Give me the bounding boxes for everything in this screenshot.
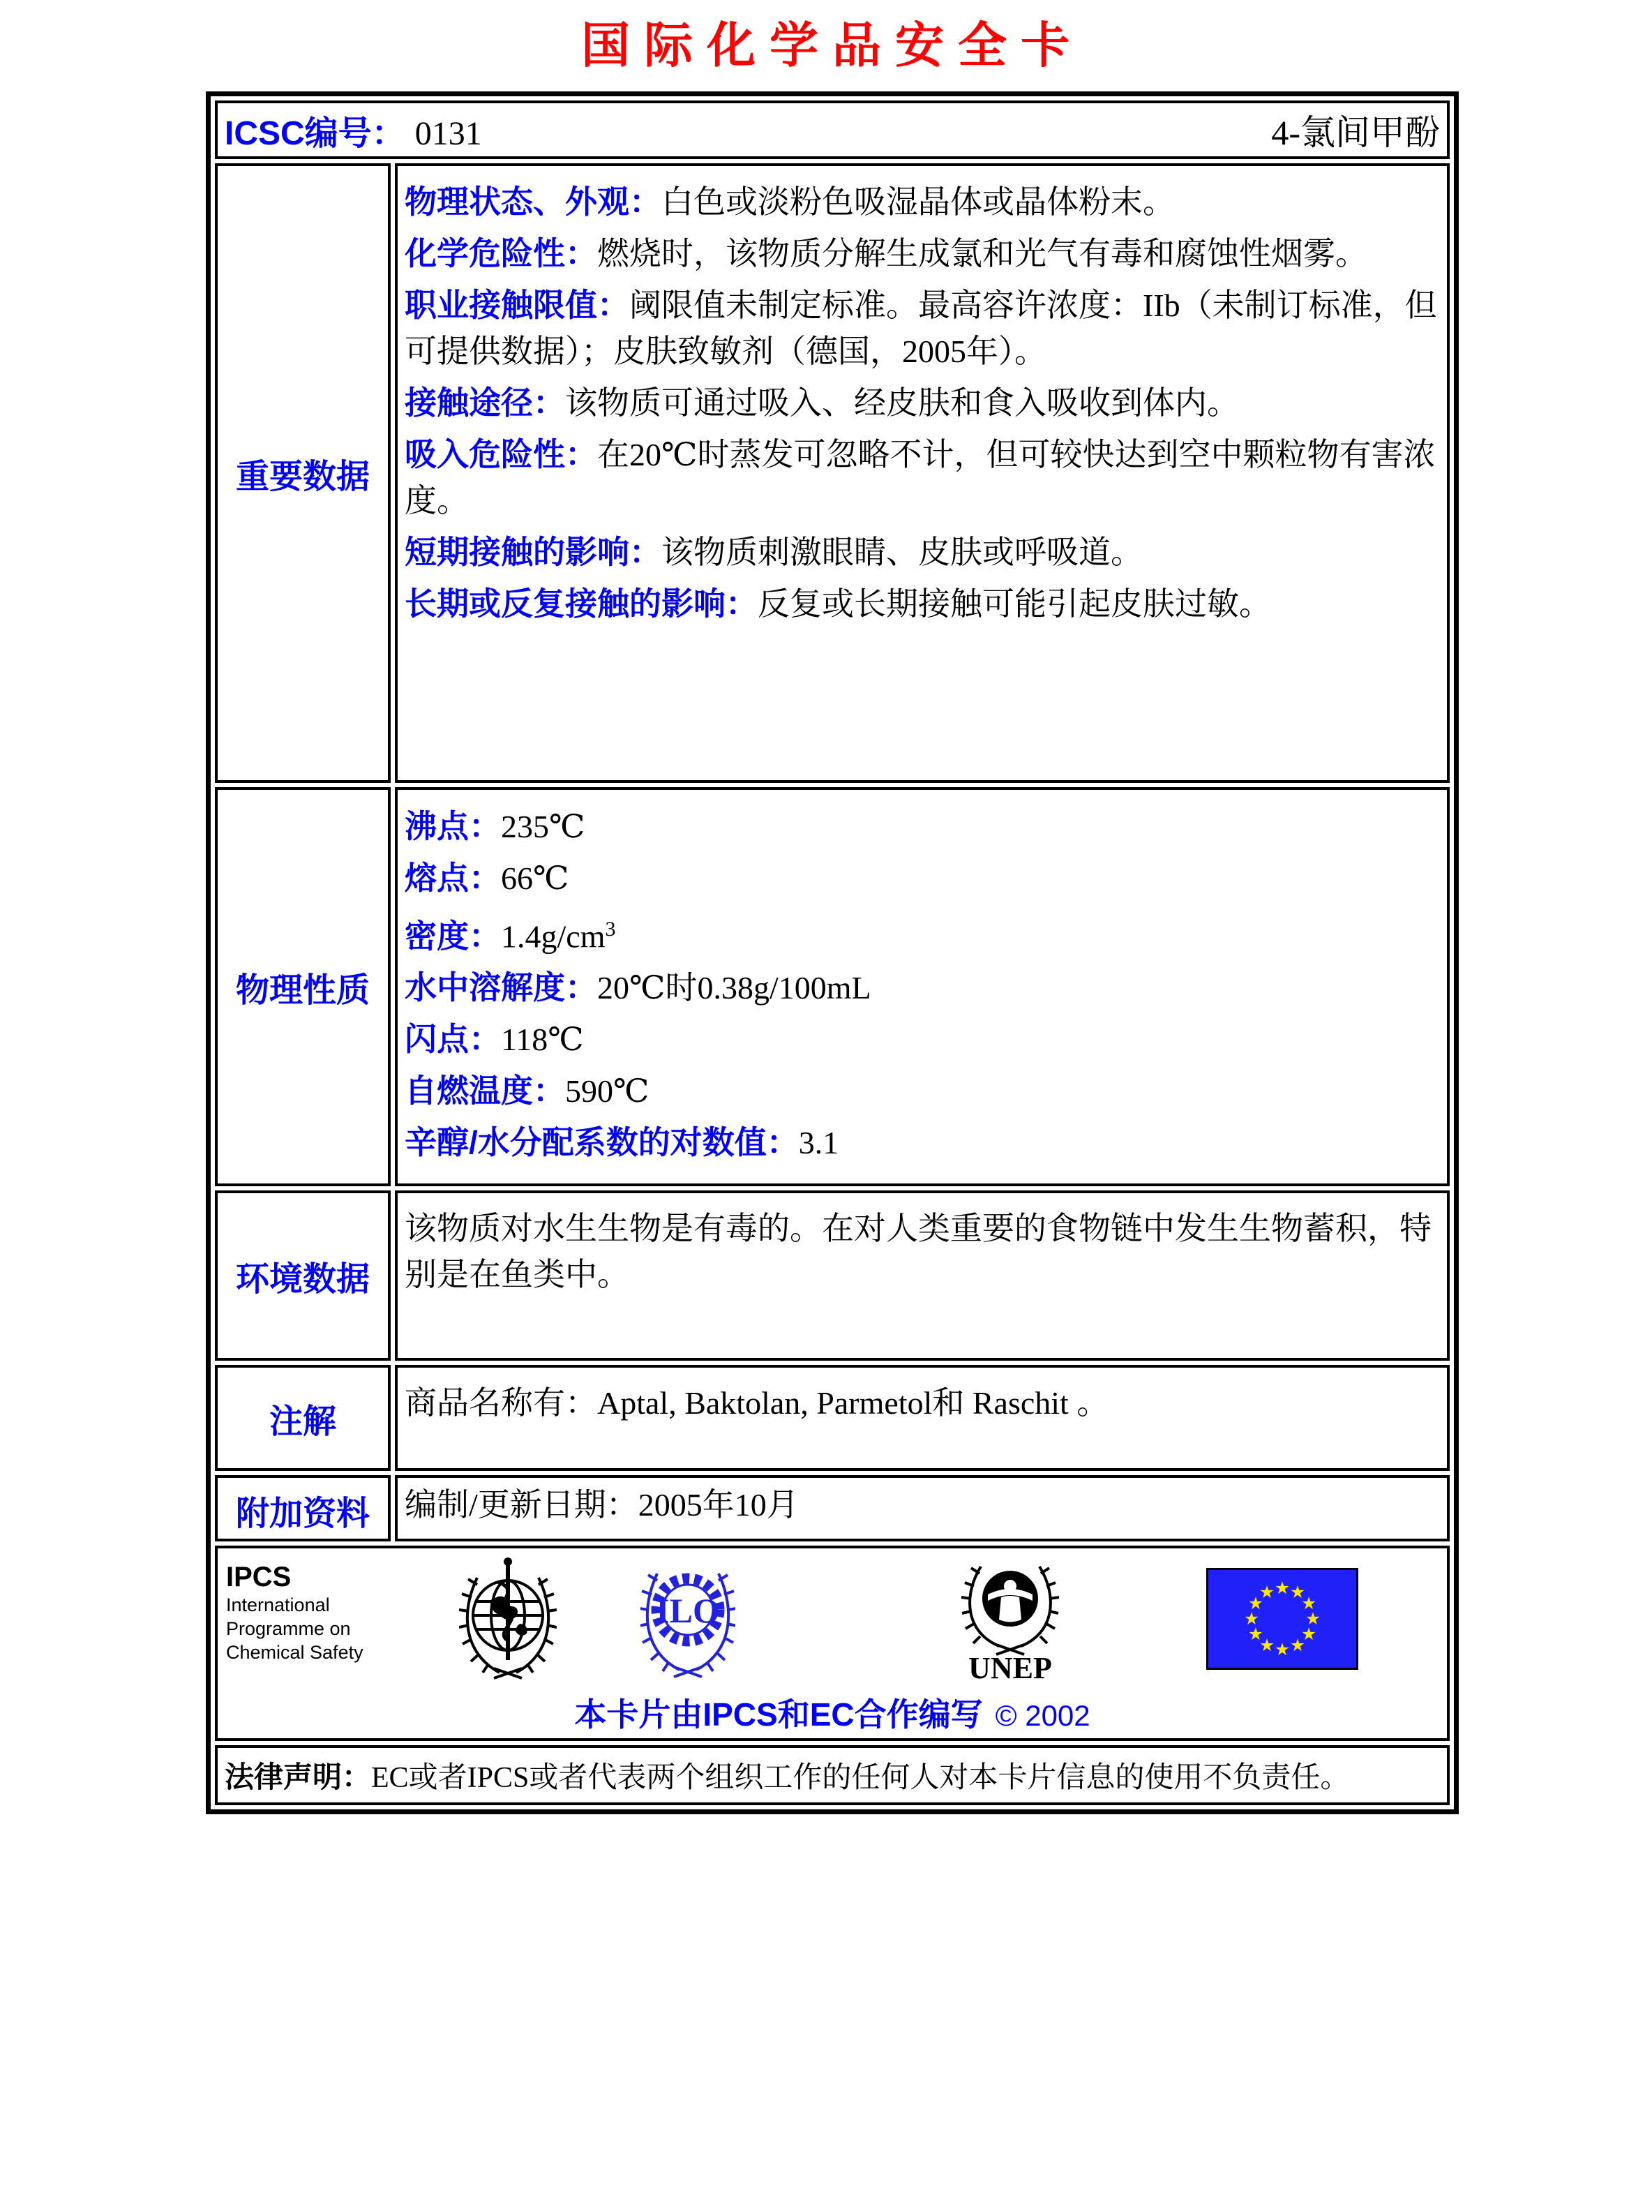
item-label: 物理状态、外观： xyxy=(405,184,661,220)
section-content-notes xyxy=(395,1365,1450,1471)
physical-item xyxy=(405,1015,1440,1063)
additional-text: 编制/更新日期：2005年10月 xyxy=(405,1487,799,1523)
physical-item xyxy=(405,802,1440,851)
legal-label: 法律声明： xyxy=(225,1761,372,1793)
header-flex xyxy=(218,105,1447,155)
footer-copyright: © 2002 xyxy=(995,1699,1090,1732)
legal-paragraph xyxy=(225,1754,1440,1796)
item-label: 辛醇/水分配系数的对数值： xyxy=(405,1124,799,1161)
density-superscript: 3 xyxy=(605,918,616,941)
item-text: 66℃ xyxy=(501,860,569,896)
environment-text: 该物质对水生生物是有毒的。在对人类重要的食物链中发生生物蓄积，特别是在鱼类中。 xyxy=(405,1211,1432,1292)
item-label: 水中溶解度： xyxy=(405,969,597,1006)
item-label: 职业接触限值： xyxy=(405,287,629,323)
unep-letters: UNEP xyxy=(968,1651,1052,1685)
header-row xyxy=(215,100,1450,159)
section-content-additional xyxy=(395,1475,1450,1541)
ipcs-line: International xyxy=(226,1594,330,1615)
who-logo-icon xyxy=(459,1554,557,1688)
section-content-environment xyxy=(395,1190,1450,1361)
section-label-environment: 环境数据 xyxy=(215,1190,391,1361)
item-text: 燃烧时，该物质分解生成氯和光气有毒和腐蚀性烟雾。 xyxy=(597,236,1367,271)
eu-flag-icon xyxy=(1206,1568,1358,1670)
chemical-name: 4-氯间甲酚 xyxy=(1271,113,1440,152)
section-content-important xyxy=(395,163,1450,783)
physical-item xyxy=(405,906,1440,960)
item-text: 235℃ xyxy=(501,809,585,844)
item-text: 1.4g/cm xyxy=(501,918,606,955)
item-label: 吸入危险性： xyxy=(405,436,597,472)
item-text: 118℃ xyxy=(501,1022,584,1058)
important-item xyxy=(405,179,1440,225)
physical-item xyxy=(405,964,1440,1012)
item-label: 长期或反复接触的影响： xyxy=(405,585,758,622)
section-label-physical: 物理性质 xyxy=(215,787,391,1186)
item-label: 接触途径： xyxy=(405,384,565,421)
item-label: 密度： xyxy=(405,918,501,955)
important-item xyxy=(405,529,1440,576)
important-item xyxy=(405,282,1440,375)
important-item xyxy=(405,380,1440,426)
section-label-notes: 注解 xyxy=(215,1365,391,1471)
footer-caption xyxy=(218,1689,1447,1735)
icsc-number-group xyxy=(225,106,482,154)
item-label: 熔点： xyxy=(405,860,501,896)
item-label: 短期接触的影响： xyxy=(405,534,661,570)
footer-caption-text: 本卡片由IPCS和EC合作编写 xyxy=(574,1696,983,1733)
item-text: 3.1 xyxy=(798,1125,839,1161)
page-title: 国际化学品安全卡 xyxy=(581,16,1083,74)
physical-item xyxy=(405,1119,1440,1167)
section-content-physical xyxy=(395,787,1450,1186)
legal-text: EC或者IPCS或者代表两个组织工作的任何人对本卡片信息的使用不负责任。 xyxy=(371,1762,1350,1794)
ipcs-line: Programme on xyxy=(226,1618,351,1639)
important-item xyxy=(405,230,1440,277)
item-text: 白色或淡粉色吸湿晶体或晶体粉末。 xyxy=(661,184,1175,220)
important-item xyxy=(405,581,1440,627)
item-label: 自燃温度： xyxy=(405,1073,565,1109)
unep-logo-icon xyxy=(957,1554,1063,1685)
legal-row xyxy=(215,1745,1450,1805)
item-text: 在20℃时蒸发可忽略不计，但可较快达到空中颗粒物有害浓度。 xyxy=(405,437,1436,518)
notes-text: 商品名称有：Aptal, Baktolan, Parmetol和 Raschit 。 xyxy=(405,1385,1109,1421)
physical-item xyxy=(405,854,1440,902)
ilo-letters: ILO xyxy=(656,1591,720,1630)
section-label-important: 重要数据 xyxy=(215,163,391,783)
ipcs-acronym: IPCS xyxy=(226,1562,292,1592)
icsc-number-value: 0131 xyxy=(414,114,482,152)
section-label-additional: 附加资料 xyxy=(215,1475,391,1541)
item-text: 阈限值未制定标准。最高容许浓度：IIb（未制订标准，但可提供数据）；皮肤致敏剂（德国，2005年）。 xyxy=(405,287,1437,369)
ipcs-text-block xyxy=(218,1554,400,1664)
item-text: 反复或长期接触可能引起皮肤过敏。 xyxy=(758,586,1271,622)
item-label: 化学危险性： xyxy=(405,235,597,271)
icsc-card-table xyxy=(206,91,1459,1814)
item-label: 沸点： xyxy=(405,808,501,844)
item-label: 闪点： xyxy=(405,1021,501,1058)
item-text: 该物质刺激眼睛、皮肤或呼吸道。 xyxy=(661,535,1143,570)
item-text: 该物质可通过吸入、经皮肤和食入吸收到体内。 xyxy=(565,385,1239,421)
ipcs-line: Chemical Safety xyxy=(226,1642,363,1663)
logos-flex xyxy=(218,1554,1447,1688)
important-item xyxy=(405,431,1440,524)
icsc-number-label: ICSC编号： xyxy=(225,114,405,152)
item-text: 20℃时0.38g/100mL xyxy=(597,970,871,1006)
item-text: 590℃ xyxy=(565,1073,649,1109)
logos-row xyxy=(215,1546,1450,1741)
physical-item xyxy=(405,1067,1440,1115)
card-wrapper xyxy=(206,0,1459,1814)
ilo-logo-icon xyxy=(640,1554,735,1687)
